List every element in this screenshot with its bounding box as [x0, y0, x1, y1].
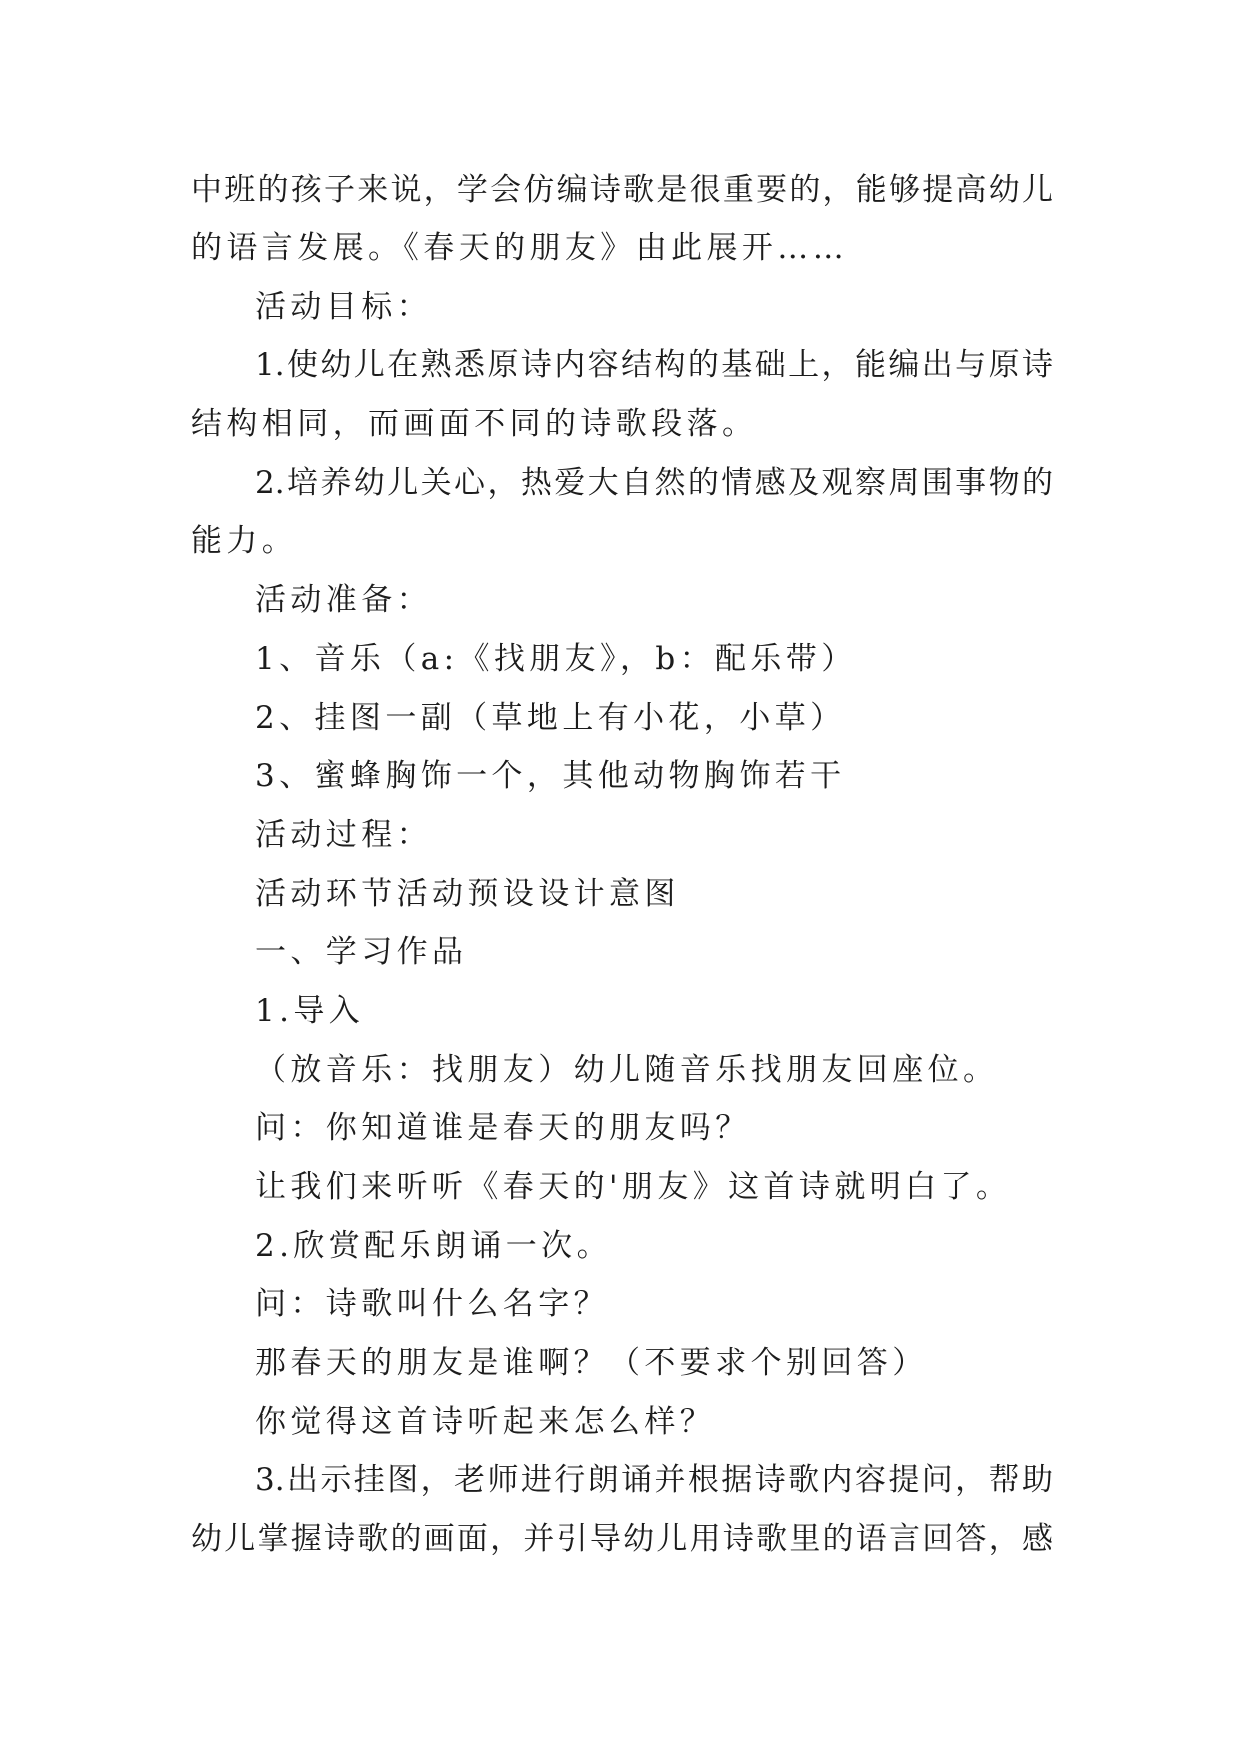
text-line: 你觉得这首诗听起来怎么样？ — [255, 1403, 716, 1440]
section-heading: 活动过程： — [255, 816, 432, 853]
text-line: 结构相同，而画面不同的诗歌段落。 — [191, 406, 758, 443]
list-item: 3、蜜蜂胸饰一个，其他动物胸饰若干 — [255, 758, 846, 795]
text-line: （放音乐：找朋友）幼儿随音乐找朋友回座位。 — [255, 1051, 999, 1088]
list-item: 1、音乐（a:《找朋友》，b：配乐带） — [255, 640, 857, 677]
text-line: 2.欣赏配乐朗诵一次。 — [255, 1227, 612, 1264]
section-heading: 一、学习作品 — [255, 934, 468, 971]
section-heading: 活动准备： — [255, 582, 432, 619]
document-body — [191, 161, 1053, 1569]
text-line: 活动环节活动预设设计意图 — [255, 875, 680, 912]
text-line: 1.使幼儿在熟悉原诗内容结构的基础上，能编出与原诗 — [255, 347, 1053, 384]
text-line: 2.培养幼儿关心，热爱大自然的情感及观察周围事物的 — [255, 464, 1053, 501]
text-line: 能力。 — [191, 523, 298, 560]
text-line: 让我们来听听《春天的'朋友》这首诗就明白了。 — [255, 1169, 1012, 1205]
text-line: 那春天的朋友是谁啊？（不要求个别回答） — [255, 1345, 928, 1382]
text-line: 问：诗歌叫什么名字？ — [255, 1286, 609, 1323]
text-line: 幼儿掌握诗歌的画面，并引导幼儿用诗歌里的语言回答，感 — [191, 1521, 1053, 1558]
text-line: 1.导入 — [255, 992, 365, 1029]
text-line: 3.出示挂图，老师进行朗诵并根据诗歌内容提问，帮助 — [255, 1462, 1053, 1499]
text-line: 的语言发展。《春天的朋友》由此展开…… — [191, 230, 849, 266]
list-item: 2、挂图一副（草地上有小花，小草） — [255, 699, 846, 736]
section-heading: 活动目标： — [255, 288, 432, 325]
text-line: 问：你知道谁是春天的朋友吗？ — [255, 1110, 751, 1147]
text-line: 中班的孩子来说，学会仿编诗歌是很重要的，能够提高幼儿 — [191, 172, 1053, 208]
